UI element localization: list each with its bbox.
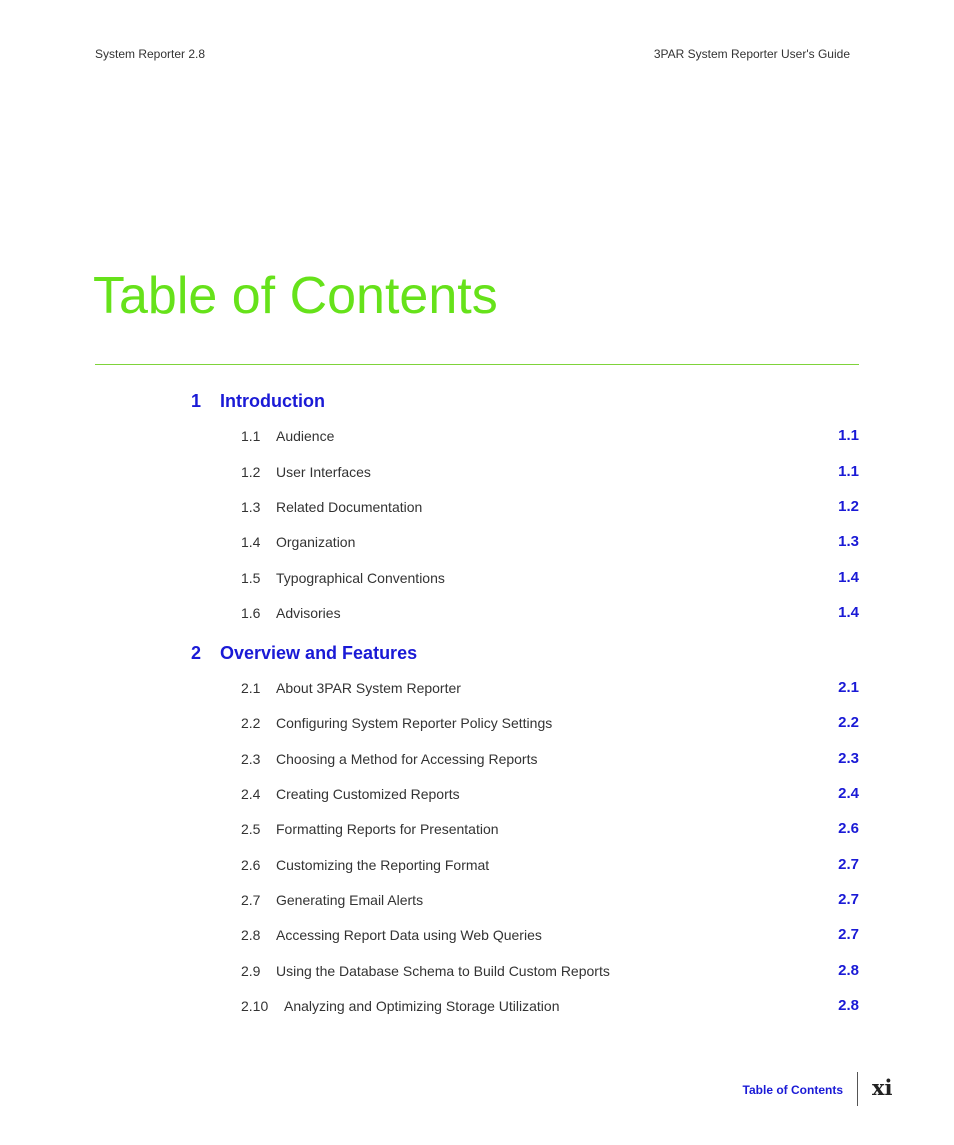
- toc-entry-2-2[interactable]: [241, 713, 859, 733]
- toc-chapter-1[interactable]: [191, 390, 325, 412]
- entry-title: Related Documentation: [276, 499, 423, 515]
- title-divider: [95, 364, 859, 365]
- entry-number: 2.8: [241, 927, 261, 943]
- toc-entry-1-6[interactable]: [241, 603, 859, 623]
- toc-entry-1-5[interactable]: [241, 568, 859, 588]
- toc-entry-2-4[interactable]: [241, 784, 859, 804]
- chapter-title: Introduction: [220, 391, 325, 411]
- toc-entry-1-2[interactable]: [241, 462, 859, 482]
- entry-number: 2.4: [241, 786, 261, 802]
- entry-number: 1.4: [241, 534, 261, 550]
- entry-page-link[interactable]: 2.7: [838, 891, 859, 908]
- entry-page-link[interactable]: 1.4: [838, 604, 859, 621]
- toc-entry-1-3[interactable]: [241, 497, 859, 517]
- entry-title: Choosing a Method for Accessing Reports: [276, 751, 538, 767]
- entry-page-link[interactable]: 2.8: [838, 962, 859, 979]
- entry-number: 1.2: [241, 464, 261, 480]
- entry-number: 2.3: [241, 751, 261, 767]
- entry-title: Advisories: [276, 605, 341, 621]
- entry-title: Accessing Report Data using Web Queries: [276, 927, 542, 943]
- running-header-right: 3PAR System Reporter User's Guide: [653, 47, 850, 61]
- entry-number: 2.2: [241, 715, 261, 731]
- entry-page-link[interactable]: 1.3: [838, 533, 859, 550]
- chapter-number: 1: [191, 391, 202, 411]
- entry-page-link[interactable]: 2.6: [838, 820, 859, 837]
- entry-page-link[interactable]: 2.7: [838, 856, 859, 873]
- entry-title: Analyzing and Optimizing Storage Utilization: [284, 998, 560, 1014]
- toc-entry-2-6[interactable]: [241, 855, 859, 875]
- page-title: Table of Contents: [93, 267, 498, 325]
- entry-title: Configuring System Reporter Policy Settings: [276, 715, 553, 731]
- chapter-title: Overview and Features: [220, 643, 418, 663]
- entry-number: 2.6: [241, 857, 261, 873]
- entry-page-link[interactable]: 2.2: [838, 714, 859, 731]
- entry-number: 1.3: [241, 499, 261, 515]
- entry-page-link[interactable]: 1.1: [838, 427, 859, 444]
- entry-title: Customizing the Reporting Format: [276, 857, 490, 873]
- entry-page-link[interactable]: 1.4: [838, 569, 859, 586]
- toc-entry-1-4[interactable]: [241, 532, 859, 552]
- toc-entry-1-1[interactable]: [241, 426, 859, 446]
- toc-entry-2-5[interactable]: [241, 819, 859, 839]
- entry-number: 2.10: [241, 998, 269, 1014]
- running-header-left: System Reporter 2.8: [95, 47, 206, 61]
- entry-title: Typographical Conventions: [276, 570, 445, 586]
- entry-number: 1.6: [241, 605, 261, 621]
- entry-page-link[interactable]: 1.1: [838, 463, 859, 480]
- entry-page-link[interactable]: 2.4: [838, 785, 859, 802]
- toc-entry-2-8[interactable]: [241, 925, 859, 945]
- toc-entry-2-3[interactable]: [241, 749, 859, 769]
- footer-section-label: Table of Contents: [742, 1083, 843, 1097]
- entry-page-link[interactable]: 2.7: [838, 926, 859, 943]
- toc-entry-2-1[interactable]: [241, 678, 859, 698]
- entry-title: Audience: [276, 428, 335, 444]
- entry-page-link[interactable]: 2.8: [838, 997, 859, 1014]
- entry-title: About 3PAR System Reporter: [276, 680, 461, 696]
- entry-title: Creating Customized Reports: [276, 786, 460, 802]
- entry-title: Using the Database Schema to Build Custom Reports: [276, 963, 610, 979]
- entry-page-link[interactable]: 2.1: [838, 679, 859, 696]
- entry-title: Organization: [276, 534, 356, 550]
- entry-title: Generating Email Alerts: [276, 892, 424, 908]
- entry-title: User Interfaces: [276, 464, 371, 480]
- entry-number: 2.5: [241, 821, 261, 837]
- entry-number: 2.9: [241, 963, 261, 979]
- entry-number: 1.5: [241, 570, 261, 586]
- entry-number: 2.1: [241, 680, 261, 696]
- toc-chapter-2[interactable]: [191, 642, 417, 664]
- entry-page-link[interactable]: 2.3: [838, 750, 859, 767]
- toc-entry-2-9[interactable]: [241, 961, 859, 981]
- entry-number: 2.7: [241, 892, 261, 908]
- footer-page-number: xi: [872, 1075, 893, 1100]
- chapter-number: 2: [191, 643, 202, 663]
- toc-entry-2-10[interactable]: [241, 996, 859, 1016]
- toc-entry-2-7[interactable]: [241, 890, 859, 910]
- footer-divider: [857, 1072, 858, 1106]
- entry-number: 1.1: [241, 428, 261, 444]
- entry-title: Formatting Reports for Presentation: [276, 821, 499, 837]
- entry-page-link[interactable]: 1.2: [838, 498, 859, 515]
